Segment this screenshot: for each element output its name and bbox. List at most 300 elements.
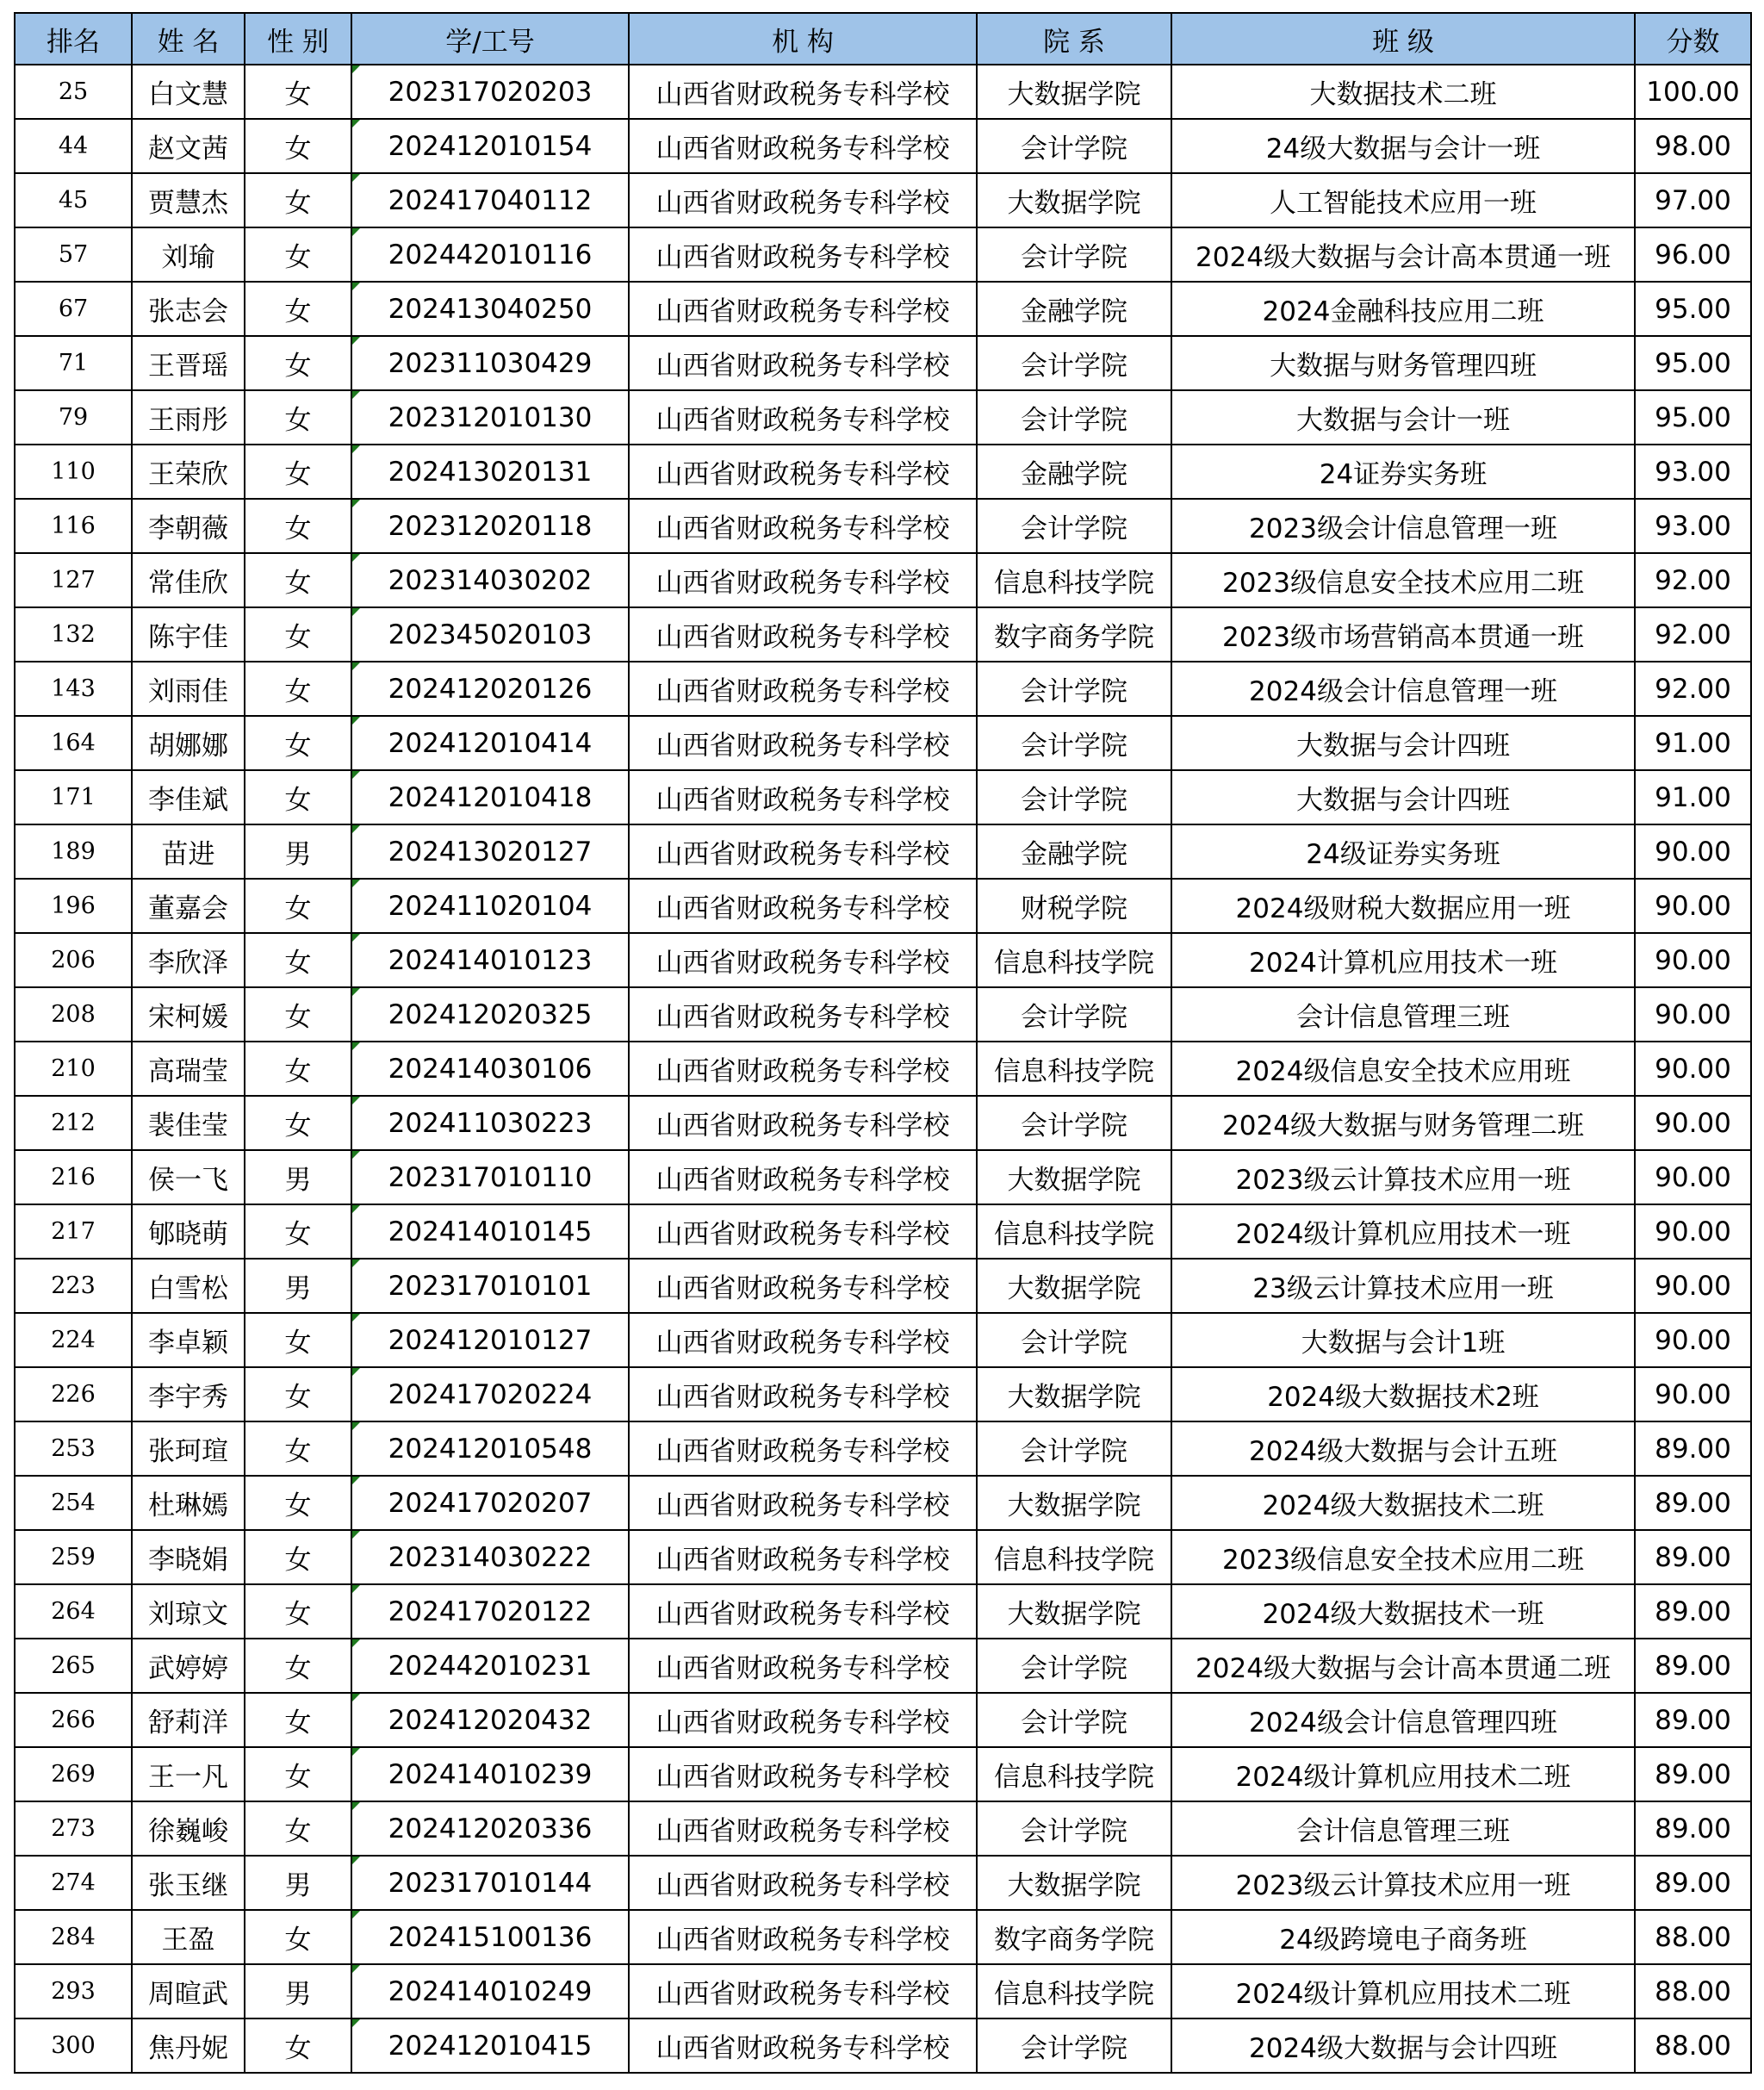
cell-score: 91.00 <box>1635 716 1751 770</box>
cell-rank: 79 <box>15 390 132 445</box>
cell-score: 88.00 <box>1635 2018 1751 2073</box>
cell-rank: 253 <box>15 1421 132 1476</box>
cell-student-id: 202415100136 <box>351 1910 629 1964</box>
table-row <box>15 390 1751 445</box>
cell-score: 95.00 <box>1635 282 1751 336</box>
cell-score: 91.00 <box>1635 770 1751 824</box>
table-row <box>15 1367 1751 1421</box>
cell-rank: 210 <box>15 1042 132 1096</box>
cell-score: 88.00 <box>1635 1964 1751 2018</box>
cell-organization: 山西省财政税务专科学校 <box>629 1530 977 1584</box>
cell-organization: 山西省财政税务专科学校 <box>629 1204 977 1259</box>
cell-class: 人工智能技术应用一班 <box>1171 173 1635 227</box>
cell-score: 92.00 <box>1635 662 1751 716</box>
cell-class: 23级云计算技术应用一班 <box>1171 1259 1635 1313</box>
cell-class: 会计信息管理三班 <box>1171 1801 1635 1856</box>
cell-student-id: 202414010145 <box>351 1204 629 1259</box>
table-row <box>15 1693 1751 1747</box>
cell-gender: 女 <box>245 445 351 499</box>
cell-score: 98.00 <box>1635 119 1751 173</box>
cell-name: 裴佳莹 <box>132 1096 245 1150</box>
cell-rank: 208 <box>15 987 132 1042</box>
cell-organization: 山西省财政税务专科学校 <box>629 553 977 607</box>
cell-student-id: 202413020127 <box>351 824 629 879</box>
cell-gender: 女 <box>245 933 351 987</box>
cell-name: 刘琼文 <box>132 1584 245 1639</box>
cell-name: 王雨彤 <box>132 390 245 445</box>
cell-student-id: 202414010239 <box>351 1747 629 1801</box>
cell-gender: 女 <box>245 1693 351 1747</box>
table-row <box>15 1259 1751 1313</box>
cell-score: 100.00 <box>1635 65 1751 119</box>
cell-student-id: 202412020126 <box>351 662 629 716</box>
cell-score: 93.00 <box>1635 445 1751 499</box>
cell-score: 88.00 <box>1635 1910 1751 1964</box>
header-score: 分数 <box>1635 13 1751 65</box>
cell-student-id: 202442010231 <box>351 1639 629 1693</box>
cell-score: 90.00 <box>1635 1042 1751 1096</box>
cell-name: 陈宇佳 <box>132 607 245 662</box>
cell-rank: 127 <box>15 553 132 607</box>
cell-class: 2024级信息安全技术应用班 <box>1171 1042 1635 1096</box>
cell-gender: 女 <box>245 1204 351 1259</box>
cell-gender: 女 <box>245 879 351 933</box>
header-id: 学/工号 <box>351 13 629 65</box>
table-row <box>15 1204 1751 1259</box>
cell-gender: 女 <box>245 607 351 662</box>
cell-name: 张珂瑄 <box>132 1421 245 1476</box>
cell-gender: 女 <box>245 716 351 770</box>
cell-class: 2023级云计算技术应用一班 <box>1171 1856 1635 1910</box>
cell-name: 郇晓萌 <box>132 1204 245 1259</box>
cell-organization: 山西省财政税务专科学校 <box>629 119 977 173</box>
cell-gender: 女 <box>245 1042 351 1096</box>
cell-class: 2024级大数据技术2班 <box>1171 1367 1635 1421</box>
cell-rank: 254 <box>15 1476 132 1530</box>
cell-student-id: 202312020118 <box>351 499 629 553</box>
cell-score: 90.00 <box>1635 1150 1751 1204</box>
cell-gender: 女 <box>245 65 351 119</box>
cell-department: 大数据学院 <box>977 1259 1171 1313</box>
cell-department: 会计学院 <box>977 716 1171 770</box>
cell-department: 数字商务学院 <box>977 1910 1171 1964</box>
table-row <box>15 119 1751 173</box>
cell-gender: 女 <box>245 1313 351 1367</box>
table-row <box>15 1096 1751 1150</box>
cell-class: 2024级大数据技术一班 <box>1171 1584 1635 1639</box>
cell-score: 89.00 <box>1635 1476 1751 1530</box>
cell-score: 89.00 <box>1635 1693 1751 1747</box>
cell-department: 财税学院 <box>977 879 1171 933</box>
cell-department: 数字商务学院 <box>977 607 1171 662</box>
cell-department: 大数据学院 <box>977 65 1171 119</box>
cell-class: 2023级市场营销高本贯通一班 <box>1171 607 1635 662</box>
cell-name: 李佳斌 <box>132 770 245 824</box>
cell-rank: 67 <box>15 282 132 336</box>
cell-student-id: 202412020432 <box>351 1693 629 1747</box>
cell-department: 信息科技学院 <box>977 1964 1171 2018</box>
cell-organization: 山西省财政税务专科学校 <box>629 662 977 716</box>
cell-rank: 196 <box>15 879 132 933</box>
cell-organization: 山西省财政税务专科学校 <box>629 987 977 1042</box>
cell-class: 2024金融科技应用二班 <box>1171 282 1635 336</box>
header-rank: 排名 <box>15 13 132 65</box>
cell-department: 会计学院 <box>977 770 1171 824</box>
cell-department: 信息科技学院 <box>977 1204 1171 1259</box>
cell-gender: 女 <box>245 1476 351 1530</box>
cell-name: 赵文茜 <box>132 119 245 173</box>
cell-gender: 男 <box>245 1856 351 1910</box>
cell-rank: 223 <box>15 1259 132 1313</box>
cell-name: 白文慧 <box>132 65 245 119</box>
cell-rank: 293 <box>15 1964 132 2018</box>
cell-rank: 259 <box>15 1530 132 1584</box>
cell-name: 焦丹妮 <box>132 2018 245 2073</box>
cell-student-id: 202314030222 <box>351 1530 629 1584</box>
cell-score: 92.00 <box>1635 553 1751 607</box>
cell-organization: 山西省财政税务专科学校 <box>629 1259 977 1313</box>
cell-rank: 284 <box>15 1910 132 1964</box>
cell-name: 侯一飞 <box>132 1150 245 1204</box>
cell-gender: 女 <box>245 119 351 173</box>
cell-department: 大数据学院 <box>977 1476 1171 1530</box>
cell-organization: 山西省财政税务专科学校 <box>629 1584 977 1639</box>
cell-organization: 山西省财政税务专科学校 <box>629 1150 977 1204</box>
table-row <box>15 662 1751 716</box>
cell-class: 大数据与会计四班 <box>1171 770 1635 824</box>
table-row <box>15 1584 1751 1639</box>
cell-organization: 山西省财政税务专科学校 <box>629 1910 977 1964</box>
table-row <box>15 1530 1751 1584</box>
table-row <box>15 824 1751 879</box>
header-dept: 院 系 <box>977 13 1171 65</box>
cell-name: 高瑞莹 <box>132 1042 245 1096</box>
cell-name: 王晋瑶 <box>132 336 245 390</box>
cell-score: 97.00 <box>1635 173 1751 227</box>
cell-gender: 女 <box>245 987 351 1042</box>
cell-class: 24级证券实务班 <box>1171 824 1635 879</box>
cell-class: 24级跨境电子商务班 <box>1171 1910 1635 1964</box>
cell-rank: 266 <box>15 1693 132 1747</box>
cell-score: 95.00 <box>1635 336 1751 390</box>
cell-rank: 264 <box>15 1584 132 1639</box>
cell-gender: 女 <box>245 390 351 445</box>
table-body <box>15 65 1751 2073</box>
cell-name: 苗进 <box>132 824 245 879</box>
cell-score: 96.00 <box>1635 227 1751 282</box>
cell-department: 会计学院 <box>977 1313 1171 1367</box>
table-row <box>15 227 1751 282</box>
cell-student-id: 202412020325 <box>351 987 629 1042</box>
cell-name: 刘雨佳 <box>132 662 245 716</box>
cell-rank: 224 <box>15 1313 132 1367</box>
cell-name: 周暄武 <box>132 1964 245 2018</box>
cell-gender: 女 <box>245 173 351 227</box>
cell-organization: 山西省财政税务专科学校 <box>629 1801 977 1856</box>
table-row <box>15 1313 1751 1367</box>
cell-rank: 216 <box>15 1150 132 1204</box>
table-row <box>15 1747 1751 1801</box>
cell-student-id: 202412010154 <box>351 119 629 173</box>
cell-student-id: 202414010123 <box>351 933 629 987</box>
cell-student-id: 202417020122 <box>351 1584 629 1639</box>
table-row <box>15 1639 1751 1693</box>
cell-class: 2023级会计信息管理一班 <box>1171 499 1635 553</box>
cell-score: 89.00 <box>1635 1801 1751 1856</box>
cell-score: 89.00 <box>1635 1747 1751 1801</box>
cell-organization: 山西省财政税务专科学校 <box>629 282 977 336</box>
cell-gender: 女 <box>245 336 351 390</box>
cell-gender: 女 <box>245 1910 351 1964</box>
table-row <box>15 65 1751 119</box>
cell-department: 会计学院 <box>977 499 1171 553</box>
cell-organization: 山西省财政税务专科学校 <box>629 933 977 987</box>
cell-organization: 山西省财政税务专科学校 <box>629 390 977 445</box>
cell-class: 2024级计算机应用技术一班 <box>1171 1204 1635 1259</box>
cell-student-id: 202412010418 <box>351 770 629 824</box>
cell-class: 24证券实务班 <box>1171 445 1635 499</box>
cell-department: 大数据学院 <box>977 1150 1171 1204</box>
cell-name: 董嘉会 <box>132 879 245 933</box>
cell-department: 会计学院 <box>977 1693 1171 1747</box>
cell-student-id: 202414030106 <box>351 1042 629 1096</box>
cell-organization: 山西省财政税务专科学校 <box>629 716 977 770</box>
table-row <box>15 1042 1751 1096</box>
table-row <box>15 1421 1751 1476</box>
cell-score: 89.00 <box>1635 1584 1751 1639</box>
cell-department: 金融学院 <box>977 282 1171 336</box>
cell-student-id: 202317020203 <box>351 65 629 119</box>
cell-score: 89.00 <box>1635 1530 1751 1584</box>
cell-student-id: 202413040250 <box>351 282 629 336</box>
cell-score: 90.00 <box>1635 1096 1751 1150</box>
cell-class: 2024级大数据与会计五班 <box>1171 1421 1635 1476</box>
cell-class: 大数据技术二班 <box>1171 65 1635 119</box>
table-row <box>15 1964 1751 2018</box>
cell-class: 2023级信息安全技术应用二班 <box>1171 553 1635 607</box>
cell-class: 2024级计算机应用技术二班 <box>1171 1964 1635 2018</box>
cell-rank: 171 <box>15 770 132 824</box>
ranking-sheet <box>14 12 1750 2074</box>
cell-rank: 71 <box>15 336 132 390</box>
cell-department: 信息科技学院 <box>977 933 1171 987</box>
cell-score: 90.00 <box>1635 1367 1751 1421</box>
cell-department: 会计学院 <box>977 227 1171 282</box>
cell-rank: 116 <box>15 499 132 553</box>
cell-score: 90.00 <box>1635 1313 1751 1367</box>
cell-gender: 女 <box>245 1747 351 1801</box>
cell-class: 2024级财税大数据应用一班 <box>1171 879 1635 933</box>
cell-score: 89.00 <box>1635 1421 1751 1476</box>
cell-organization: 山西省财政税务专科学校 <box>629 770 977 824</box>
cell-gender: 女 <box>245 1584 351 1639</box>
cell-rank: 226 <box>15 1367 132 1421</box>
cell-organization: 山西省财政税务专科学校 <box>629 1964 977 2018</box>
cell-name: 张玉继 <box>132 1856 245 1910</box>
cell-gender: 女 <box>245 1530 351 1584</box>
cell-student-id: 202317010144 <box>351 1856 629 1910</box>
cell-student-id: 202312010130 <box>351 390 629 445</box>
cell-student-id: 202311030429 <box>351 336 629 390</box>
cell-score: 90.00 <box>1635 1259 1751 1313</box>
cell-rank: 273 <box>15 1801 132 1856</box>
cell-name: 贾慧杰 <box>132 173 245 227</box>
cell-department: 会计学院 <box>977 390 1171 445</box>
cell-student-id: 202411020104 <box>351 879 629 933</box>
cell-rank: 206 <box>15 933 132 987</box>
cell-organization: 山西省财政税务专科学校 <box>629 1856 977 1910</box>
cell-rank: 110 <box>15 445 132 499</box>
cell-student-id: 202414010249 <box>351 1964 629 2018</box>
cell-gender: 男 <box>245 824 351 879</box>
cell-organization: 山西省财政税务专科学校 <box>629 1367 977 1421</box>
cell-student-id: 202442010116 <box>351 227 629 282</box>
cell-rank: 212 <box>15 1096 132 1150</box>
cell-student-id: 202317010110 <box>351 1150 629 1204</box>
cell-name: 王一凡 <box>132 1747 245 1801</box>
cell-gender: 女 <box>245 662 351 716</box>
cell-gender: 女 <box>245 770 351 824</box>
cell-department: 大数据学院 <box>977 173 1171 227</box>
cell-rank: 274 <box>15 1856 132 1910</box>
header-class: 班 级 <box>1171 13 1635 65</box>
cell-gender: 女 <box>245 1367 351 1421</box>
cell-department: 会计学院 <box>977 119 1171 173</box>
cell-organization: 山西省财政税务专科学校 <box>629 65 977 119</box>
cell-organization: 山西省财政税务专科学校 <box>629 499 977 553</box>
cell-rank: 217 <box>15 1204 132 1259</box>
cell-organization: 山西省财政税务专科学校 <box>629 2018 977 2073</box>
table-row <box>15 173 1751 227</box>
cell-department: 信息科技学院 <box>977 1747 1171 1801</box>
cell-rank: 57 <box>15 227 132 282</box>
cell-class: 2023级信息安全技术应用二班 <box>1171 1530 1635 1584</box>
table-row <box>15 445 1751 499</box>
cell-name: 李宇秀 <box>132 1367 245 1421</box>
cell-department: 信息科技学院 <box>977 1042 1171 1096</box>
cell-gender: 女 <box>245 227 351 282</box>
cell-student-id: 202417020207 <box>351 1476 629 1530</box>
cell-department: 信息科技学院 <box>977 1530 1171 1584</box>
cell-student-id: 202412020336 <box>351 1801 629 1856</box>
cell-organization: 山西省财政税务专科学校 <box>629 1096 977 1150</box>
cell-gender: 女 <box>245 1421 351 1476</box>
cell-student-id: 202412010414 <box>351 716 629 770</box>
cell-student-id: 202412010548 <box>351 1421 629 1476</box>
cell-name: 李朝薇 <box>132 499 245 553</box>
cell-class: 24级大数据与会计一班 <box>1171 119 1635 173</box>
cell-gender: 女 <box>245 1639 351 1693</box>
table-row <box>15 716 1751 770</box>
table-row <box>15 1856 1751 1910</box>
cell-department: 金融学院 <box>977 824 1171 879</box>
cell-student-id: 202413020131 <box>351 445 629 499</box>
cell-rank: 189 <box>15 824 132 879</box>
cell-class: 2023级云计算技术应用一班 <box>1171 1150 1635 1204</box>
cell-name: 李卓颖 <box>132 1313 245 1367</box>
table-row <box>15 1801 1751 1856</box>
cell-gender: 男 <box>245 1150 351 1204</box>
cell-student-id: 202317010101 <box>351 1259 629 1313</box>
cell-student-id: 202314030202 <box>351 553 629 607</box>
cell-department: 会计学院 <box>977 662 1171 716</box>
cell-class: 2024级会计信息管理一班 <box>1171 662 1635 716</box>
table-row <box>15 879 1751 933</box>
cell-organization: 山西省财政税务专科学校 <box>629 879 977 933</box>
cell-department: 会计学院 <box>977 1639 1171 1693</box>
cell-class: 2024级大数据与会计四班 <box>1171 2018 1635 2073</box>
cell-department: 会计学院 <box>977 1421 1171 1476</box>
cell-rank: 143 <box>15 662 132 716</box>
cell-gender: 女 <box>245 553 351 607</box>
cell-organization: 山西省财政税务专科学校 <box>629 1639 977 1693</box>
cell-student-id: 202417020224 <box>351 1367 629 1421</box>
cell-rank: 25 <box>15 65 132 119</box>
cell-organization: 山西省财政税务专科学校 <box>629 445 977 499</box>
cell-class: 会计信息管理三班 <box>1171 987 1635 1042</box>
cell-department: 金融学院 <box>977 445 1171 499</box>
cell-class: 2024计算机应用技术一班 <box>1171 933 1635 987</box>
cell-score: 93.00 <box>1635 499 1751 553</box>
cell-class: 大数据与会计1班 <box>1171 1313 1635 1367</box>
cell-organization: 山西省财政税务专科学校 <box>629 1042 977 1096</box>
cell-rank: 132 <box>15 607 132 662</box>
cell-class: 2024级计算机应用技术二班 <box>1171 1747 1635 1801</box>
cell-gender: 女 <box>245 282 351 336</box>
cell-department: 大数据学院 <box>977 1367 1171 1421</box>
cell-gender: 女 <box>245 1096 351 1150</box>
cell-score: 90.00 <box>1635 1204 1751 1259</box>
cell-organization: 山西省财政税务专科学校 <box>629 1693 977 1747</box>
cell-score: 92.00 <box>1635 607 1751 662</box>
table-row <box>15 499 1751 553</box>
cell-class: 大数据与会计一班 <box>1171 390 1635 445</box>
cell-score: 90.00 <box>1635 824 1751 879</box>
table-row <box>15 2018 1751 2073</box>
cell-organization: 山西省财政税务专科学校 <box>629 824 977 879</box>
cell-score: 89.00 <box>1635 1856 1751 1910</box>
cell-department: 大数据学院 <box>977 1584 1171 1639</box>
cell-score: 90.00 <box>1635 933 1751 987</box>
cell-rank: 164 <box>15 716 132 770</box>
table-row <box>15 987 1751 1042</box>
cell-student-id: 202411030223 <box>351 1096 629 1150</box>
cell-rank: 44 <box>15 119 132 173</box>
cell-organization: 山西省财政税务专科学校 <box>629 607 977 662</box>
cell-class: 2024级大数据与会计高本贯通二班 <box>1171 1639 1635 1693</box>
cell-rank: 265 <box>15 1639 132 1693</box>
cell-gender: 男 <box>245 1259 351 1313</box>
cell-organization: 山西省财政税务专科学校 <box>629 173 977 227</box>
cell-organization: 山西省财政税务专科学校 <box>629 1476 977 1530</box>
table-row <box>15 933 1751 987</box>
cell-student-id: 202345020103 <box>351 607 629 662</box>
table-row <box>15 282 1751 336</box>
table-row <box>15 1476 1751 1530</box>
cell-name: 刘瑜 <box>132 227 245 282</box>
table-row <box>15 1150 1751 1204</box>
cell-score: 95.00 <box>1635 390 1751 445</box>
cell-department: 会计学院 <box>977 1801 1171 1856</box>
cell-class: 大数据与会计四班 <box>1171 716 1635 770</box>
cell-department: 会计学院 <box>977 1096 1171 1150</box>
cell-gender: 女 <box>245 1801 351 1856</box>
cell-name: 白雪松 <box>132 1259 245 1313</box>
cell-organization: 山西省财政税务专科学校 <box>629 1421 977 1476</box>
cell-student-id: 202412010127 <box>351 1313 629 1367</box>
cell-name: 武婷婷 <box>132 1639 245 1693</box>
cell-name: 常佳欣 <box>132 553 245 607</box>
